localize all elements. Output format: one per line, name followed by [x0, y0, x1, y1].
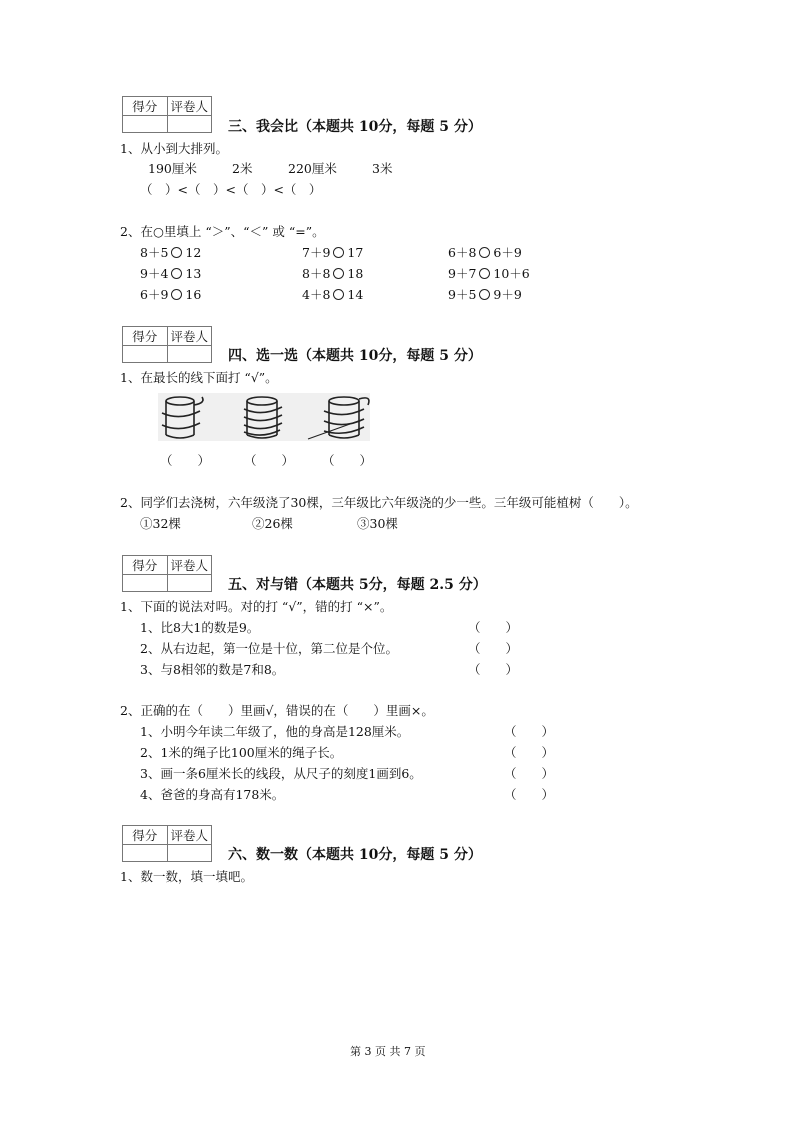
score-box-section5: [122, 555, 212, 592]
grader-label: 评卷人: [167, 97, 212, 116]
section5-title: 五、对与错（本题共 5分，每题 2.5 分）: [228, 577, 487, 593]
s3-q2-text: 2、在○里填上 “＞”、“＜” 或 “=”。: [120, 224, 325, 239]
score-box-section3: [122, 96, 212, 133]
score-cell[interactable]: [123, 575, 168, 592]
s5-q2-item-4: 4、爸爸的身高有178米。: [140, 787, 285, 802]
grader-cell[interactable]: [167, 346, 212, 363]
compare-item: 4＋8 14: [302, 287, 364, 302]
s5-q2-item-3: 3、画一条6厘米长的线段，从尺子的刻度1画到6。: [140, 766, 422, 781]
score-box-section4: [122, 326, 212, 363]
compare-item: 6＋9 16: [140, 287, 202, 302]
s3-q1-item-4: 3米: [372, 161, 393, 176]
section4-title: 四、选一选（本题共 10分，每题 5 分）: [228, 348, 482, 364]
s5-q2-blank-4[interactable]: （ ）: [504, 787, 555, 802]
score-cell[interactable]: [123, 116, 168, 133]
compare-circle[interactable]: [333, 247, 344, 258]
s3-q1-item-1: 190厘米: [148, 161, 197, 176]
coiled-cylinders-figure: [158, 393, 370, 441]
compare-circle[interactable]: [333, 289, 344, 300]
compare-circle[interactable]: [479, 268, 490, 279]
grader-label: 评卷人: [167, 826, 212, 845]
s5-q1-item-2: 2、从右边起，第一位是十位，第二位是个位。: [140, 641, 398, 656]
s4-q2-option-1[interactable]: ①32棵: [140, 516, 181, 531]
s3-q1-item-3: 220厘米: [288, 161, 337, 176]
s5-q1-blank-1[interactable]: （ ）: [468, 620, 519, 635]
compare-item: 6＋8 6＋9: [448, 245, 522, 260]
s4-q1-blank-1[interactable]: （ ）: [160, 453, 211, 468]
score-cell[interactable]: [123, 346, 168, 363]
s3-q1-item-2: 2米: [232, 161, 253, 176]
score-label: 得分: [123, 556, 168, 575]
score-cell[interactable]: [123, 845, 168, 862]
section3-title: 三、我会比（本题共 10分，每题 5 分）: [228, 119, 482, 135]
compare-item: 8＋5 12: [140, 245, 202, 260]
s3-q1-text: 1、从小到大排列。: [120, 141, 228, 156]
compare-item: 7＋9 17: [302, 245, 364, 260]
grader-label: 评卷人: [167, 327, 212, 346]
s4-q1-blank-2[interactable]: （ ）: [244, 453, 295, 468]
compare-item: 8＋8 18: [302, 266, 364, 281]
compare-circle[interactable]: [171, 268, 182, 279]
s4-q1-blank-3[interactable]: （ ）: [322, 453, 373, 468]
s5-q1-blank-3[interactable]: （ ）: [468, 662, 519, 677]
grader-label: 评卷人: [167, 556, 212, 575]
s5-q1-blank-2[interactable]: （ ）: [468, 641, 519, 656]
s6-q1-text: 1、数一数，填一填吧。: [120, 869, 253, 884]
compare-circle[interactable]: [479, 247, 490, 258]
grader-cell[interactable]: [167, 575, 212, 592]
grader-cell[interactable]: [167, 116, 212, 133]
s5-q2-text: 2、正确的在（ ）里画√，错误的在（ ）里画×。: [120, 703, 434, 718]
s4-q2-text: 2、同学们去浇树，六年级浇了30棵，三年级比六年级浇的少一些。三年级可能植树（ ）。: [120, 495, 638, 510]
s5-q2-item-1: 1、小明今年读二年级了，他的身高是128厘米。: [140, 724, 410, 739]
s5-q2-item-2: 2、1米的绳子比100厘米的绳子长。: [140, 745, 343, 760]
s4-q2-option-3[interactable]: ③30棵: [357, 516, 398, 531]
s5-q2-blank-3[interactable]: （ ）: [504, 766, 555, 781]
page-number-footer: 第 3 页 共 7 页: [350, 1045, 426, 1058]
s4-q1-text: 1、在最长的线下面打 “√”。: [120, 370, 278, 385]
s5-q1-text: 1、下面的说法对吗。对的打 “√”，错的打 “×”。: [120, 599, 393, 614]
s5-q2-blank-1[interactable]: （ ）: [504, 724, 555, 739]
grader-cell[interactable]: [167, 845, 212, 862]
s4-q2-option-2[interactable]: ②26棵: [252, 516, 293, 531]
compare-item: 9＋5 9＋9: [448, 287, 522, 302]
score-box-section6: [122, 825, 212, 862]
compare-circle[interactable]: [171, 247, 182, 258]
compare-circle[interactable]: [171, 289, 182, 300]
s5-q2-blank-2[interactable]: （ ）: [504, 745, 555, 760]
score-label: 得分: [123, 826, 168, 845]
s5-q1-item-1: 1、比8大1的数是9。: [140, 620, 260, 635]
compare-item: 9＋7 10＋6: [448, 266, 530, 281]
s3-q1-blanks[interactable]: （ ）<（ ）<（ ）<（ ）: [140, 182, 322, 197]
compare-item: 9＋4 13: [140, 266, 202, 281]
compare-circle[interactable]: [333, 268, 344, 279]
section6-title: 六、数一数（本题共 10分，每题 5 分）: [228, 847, 482, 863]
compare-circle[interactable]: [479, 289, 490, 300]
score-label: 得分: [123, 327, 168, 346]
s5-q1-item-3: 3、与8相邻的数是7和8。: [140, 662, 285, 677]
score-label: 得分: [123, 97, 168, 116]
